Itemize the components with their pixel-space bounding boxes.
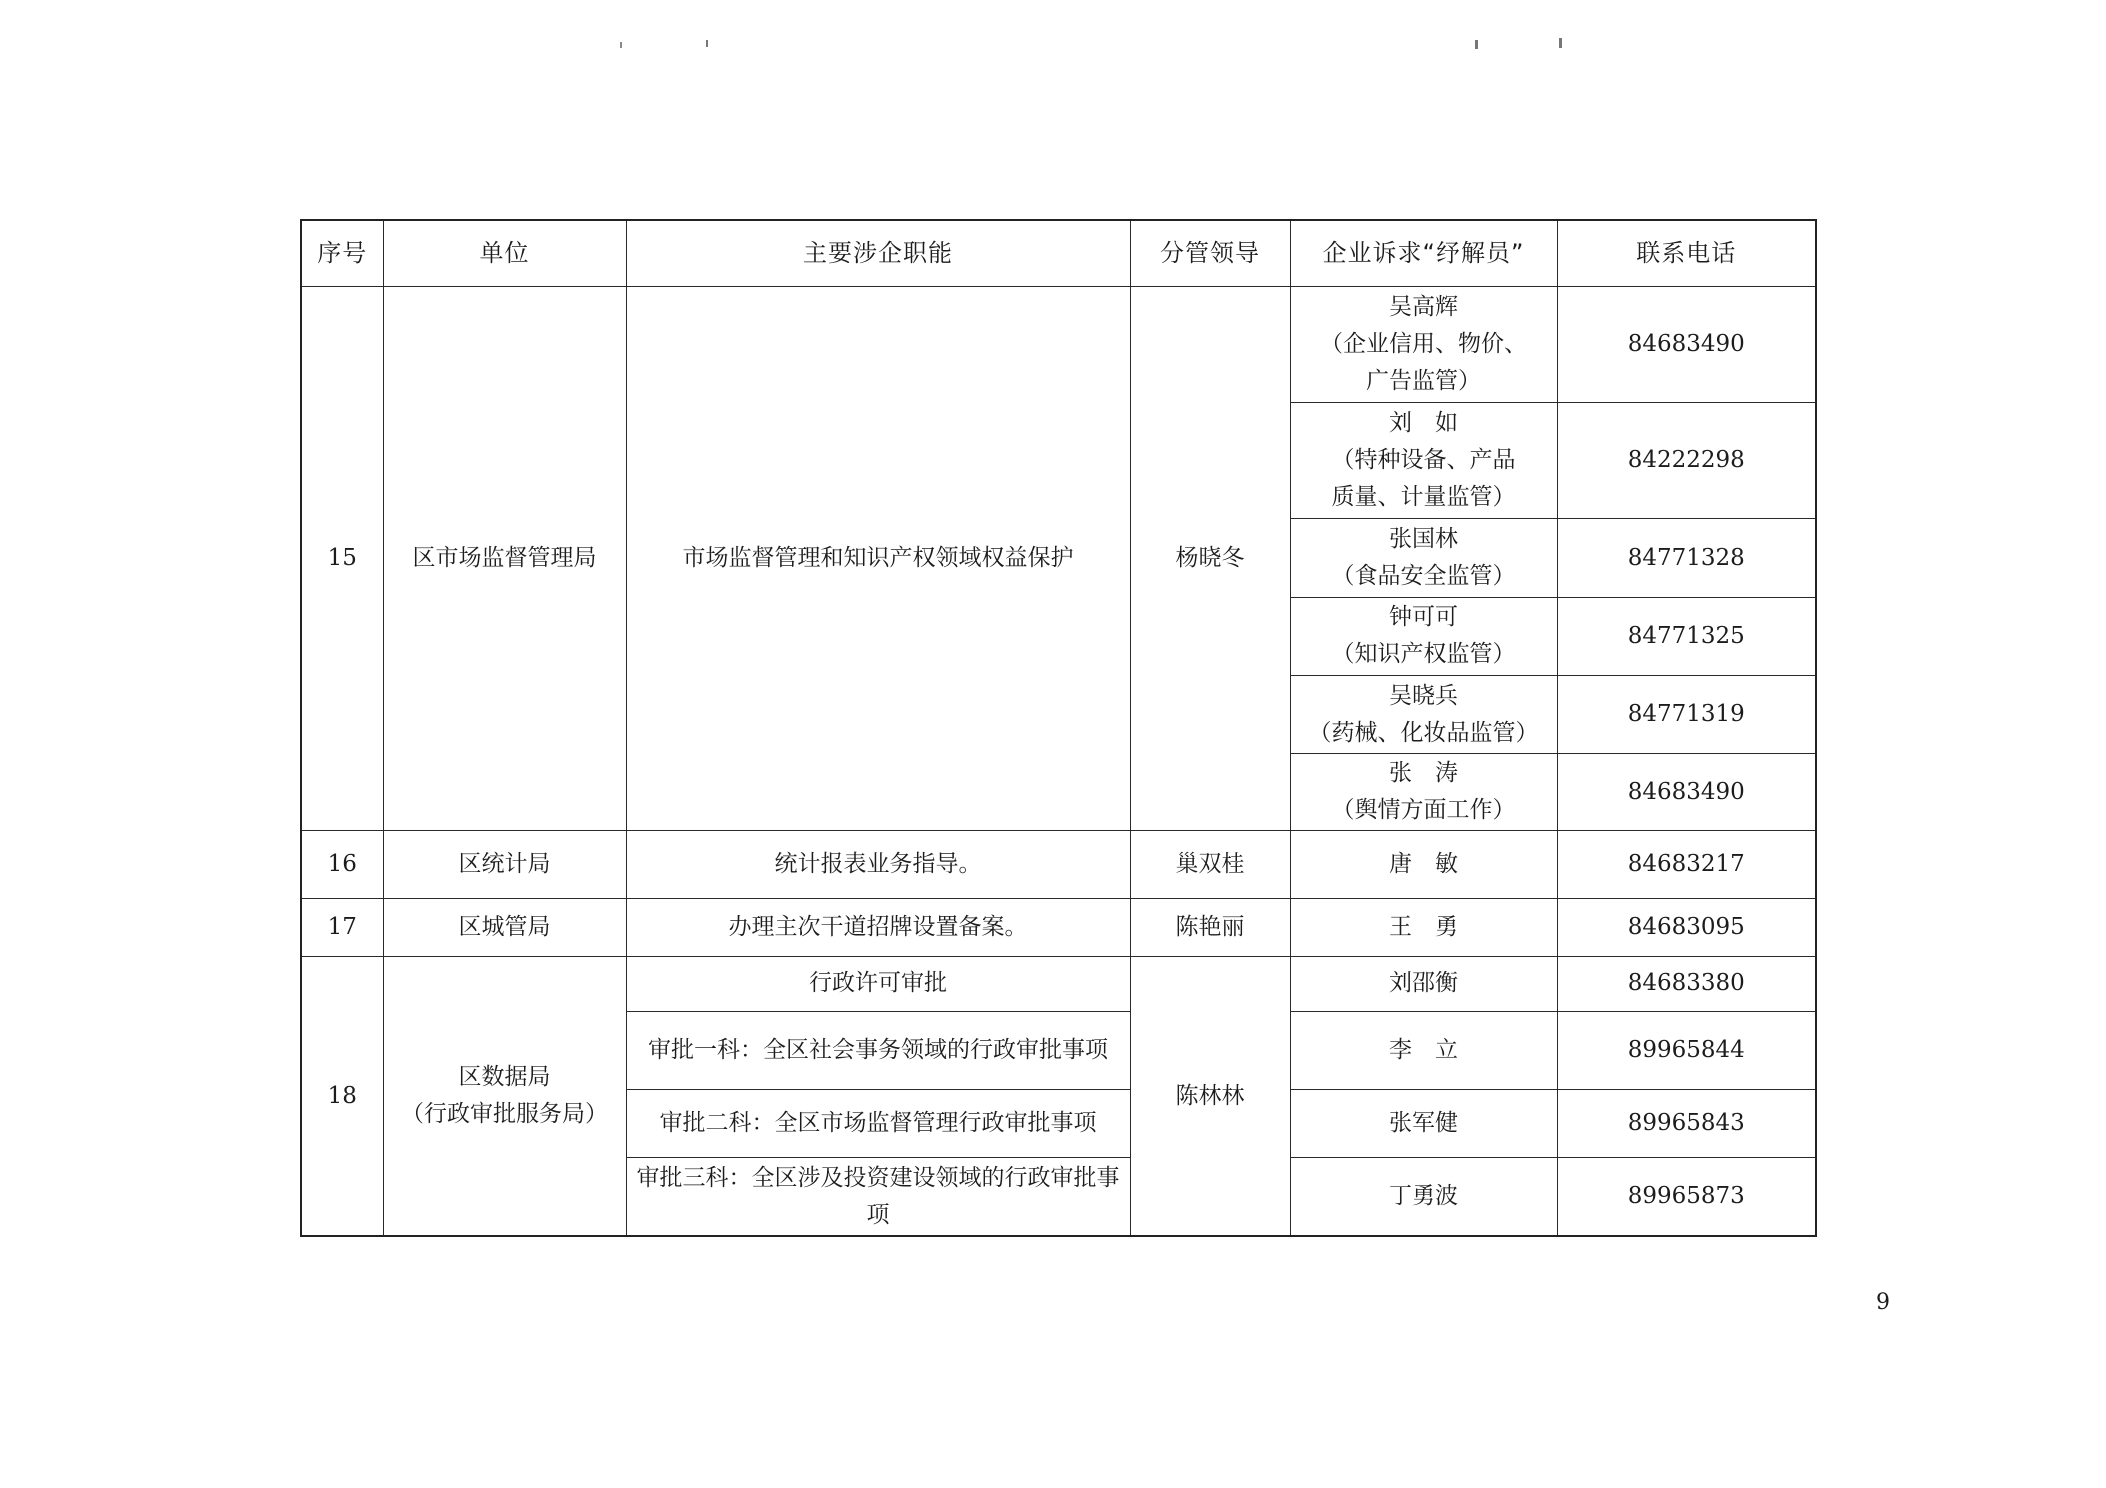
row16-duties: 统计报表业务指导。 [626,830,1130,898]
liaison-role: 质量、计量监管） [1331,484,1516,511]
row17-seq: 17 [301,899,383,957]
liaison-role: （企业信用、物价、 [1320,330,1527,357]
row16-unit: 区统计局 [383,830,626,898]
liaison-cell [1290,676,1557,754]
table-row [301,957,1816,1011]
row18-phone: 89965844 [1557,1011,1816,1089]
row18-unit [383,957,626,1236]
liaison-role: （舆情方面工作） [1331,797,1516,824]
row17-duties: 办理主次干道招牌设置备案。 [626,899,1130,957]
row18-duty: 审批一科：全区社会事务领域的行政审批事项 [626,1011,1130,1089]
header-phone: 联系电话 [1557,220,1816,286]
row18-seq: 18 [301,957,383,1236]
liaison-role: 广告监管） [1366,367,1481,394]
phone-cell: 84683490 [1557,286,1816,402]
scan-specks [0,0,2106,120]
row18-phone: 89965873 [1557,1158,1816,1236]
header-unit: 单位 [383,220,626,286]
row18-liaison: 丁勇波 [1290,1158,1557,1236]
liaison-name: 张 涛 [1389,760,1458,787]
liaison-name: 吴晓兵 [1389,682,1458,709]
table-row [301,830,1816,898]
liaison-name: 钟可可 [1389,604,1458,631]
liaison-cell [1290,754,1557,830]
page-number: 9 [1876,1290,1890,1315]
row18-liaison: 张军健 [1290,1089,1557,1157]
row18-liaison: 李 立 [1290,1011,1557,1089]
row18-liaison: 刘邵衡 [1290,957,1557,1011]
liaison-role: （食品安全监管） [1331,563,1516,590]
enterprise-liaison-table [300,219,1817,1237]
phone-cell: 84771325 [1557,597,1816,675]
row16-leader: 巢双桂 [1130,830,1290,898]
row15-seq: 15 [301,286,383,830]
header-leader: 分管领导 [1130,220,1290,286]
row18-phone: 89965843 [1557,1089,1816,1157]
liaison-cell [1290,286,1557,402]
liaison-cell [1290,402,1557,518]
liaison-name: 刘 如 [1389,410,1458,437]
liaison-name: 吴高辉 [1389,293,1458,320]
row18-unit-sub: （行政审批服务局） [401,1101,608,1128]
phone-cell: 84771319 [1557,676,1816,754]
row18-duty: 行政许可审批 [626,957,1130,1011]
phone-cell: 84683490 [1557,754,1816,830]
row18-unit-name: 区数据局 [458,1064,551,1091]
row17-unit: 区城管局 [383,899,626,957]
row16-seq: 16 [301,830,383,898]
header-duties: 主要涉企职能 [626,220,1130,286]
row16-liaison: 唐 敏 [1290,830,1557,898]
phone-cell: 84222298 [1557,402,1816,518]
row17-phone: 84683095 [1557,899,1816,957]
row15-duties: 市场监督管理和知识产权领域权益保护 [626,286,1130,830]
table-row [301,899,1816,957]
row18-duty: 审批三科：全区涉及投资建设领域的行政审批事项 [626,1158,1130,1236]
table-row [301,286,1816,402]
row17-liaison: 王 勇 [1290,899,1557,957]
row18-duty: 审批二科：全区市场监督管理行政审批事项 [626,1089,1130,1157]
row18-leader: 陈林林 [1130,957,1290,1236]
header-row [301,220,1816,286]
row17-leader: 陈艳丽 [1130,899,1290,957]
liaison-role: （药械、化妆品监管） [1308,719,1539,746]
row15-leader: 杨晓冬 [1130,286,1290,830]
liaison-role: （知识产权监管） [1331,641,1516,668]
liaison-cell [1290,597,1557,675]
row16-phone: 84683217 [1557,830,1816,898]
header-liaison: 企业诉求“纾解员” [1290,220,1557,286]
row18-phone: 84683380 [1557,957,1816,1011]
liaison-cell [1290,519,1557,597]
phone-cell: 84771328 [1557,519,1816,597]
row15-unit: 区市场监督管理局 [383,286,626,830]
header-seq: 序号 [301,220,383,286]
liaison-name: 张国林 [1389,526,1458,553]
liaison-role: （特种设备、产品 [1331,447,1516,474]
